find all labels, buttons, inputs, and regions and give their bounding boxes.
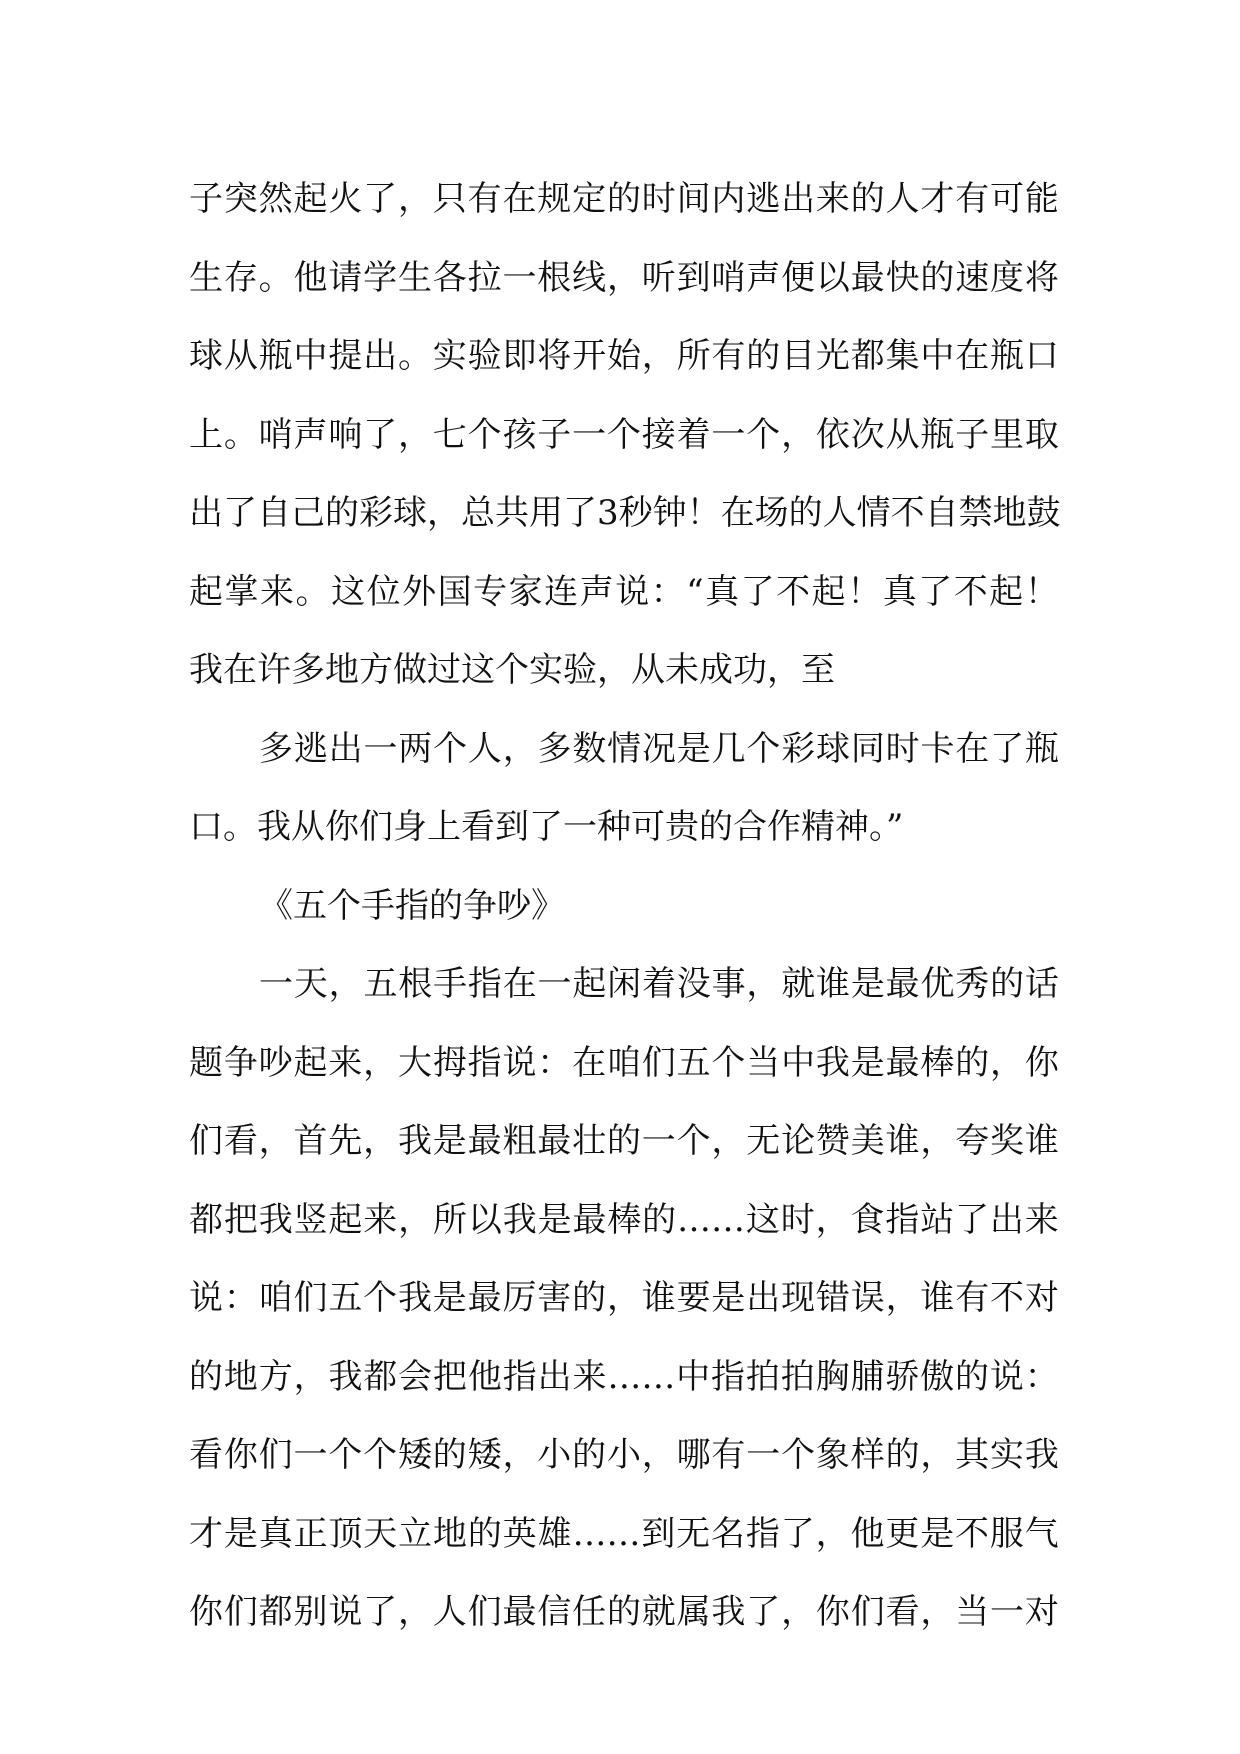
text-line: 起 掌 来 。 这 位 外 国 专 家 连 声 说 ： “ 真 了 不 起 ！ 真 了 不 起 ！ [189, 571, 1059, 612]
text-line: 题 争 吵 起 来 ， 大 拇 指 说 ： 在 咱 们 五 个 当 中 我 是 最 棒 的 ， 你 [189, 1042, 1059, 1083]
text-line: 的 地 方 ， 我 都 会 把 他 指 出 来 …… 中 指 拍 拍 胸 脯 骄 傲 的 说 ： [189, 1356, 1059, 1397]
text-line: 多 逃 出 一 两 个 人 ， 多 数 情 况 是 几 个 彩 球 同 时 卡 在 了 瓶 [259, 728, 1059, 769]
text-line: 一 天 ， 五 根 手 指 在 一 起 闲 着 没 事 ， 就 谁 是 最 优 秀 的 话 [259, 964, 1059, 1004]
text-line: 才 是 真 正 顶 天 立 地 的 英 雄 …… 到 无 名 指 了 ， 他 更 是 不 服 气 [189, 1513, 1059, 1554]
text-line: 上 。 哨 声 响 了 ， 七 个 孩 子 一 个 接 着 一 个 ， 依 次 从 瓶 子 里 取 [189, 414, 1059, 455]
text-line: 你 们 都 别 说 了 ， 人 们 最 信 任 的 就 属 我 了 ， 你 们 看 ， 当 一 对 [189, 1592, 1059, 1632]
text-line: 都 把 我 竖 起 来 ， 所 以 我 是 最 棒 的 …… 这 时 ， 食 指 站 了 出 来 [189, 1199, 1059, 1240]
document-body [189, 160, 1059, 1652]
text-line: 们 看 ， 首 先 ， 我 是 最 粗 最 壮 的 一 个 ， 无 论 赞 美 谁 ， 夸 奖 谁 [189, 1121, 1059, 1161]
text-line: 生 存 。 他 请 学 生 各 拉 一 根 线 ， 听 到 哨 声 便 以 最 快 的 速 度 将 [189, 257, 1059, 298]
text-line: 子 突 然 起 火 了 ， 只 有 在 规 定 的 时 间 内 逃 出 来 的 人 才 有 可 能 [189, 179, 1059, 219]
text-line: 《五个手指的争吵》 [259, 885, 565, 926]
text-line: 我在许多地方做过这个实验，从未成功，至 [189, 650, 835, 690]
text-line: 说 ： 咱 们 五 个 我 是 最 厉 害 的 ， 谁 要 是 出 现 错 误 ， 谁 有 不 对 [189, 1278, 1059, 1318]
text-line: 口。我从你们身上看到了一种可贵的合作精神。” [189, 807, 904, 847]
text-line: 出 了 自 己 的 彩 球 ， 总 共 用 了 3 秒 钟 ！ 在 场 的 人 情 不 自 禁 地 鼓 [189, 493, 1061, 533]
text-line: 看 你 们 一 个 个 矮 的 矮 ， 小 的 小 ， 哪 有 一 个 象 样 的 ， 其 实 我 [189, 1435, 1059, 1475]
text-line: 球 从 瓶 中 提 出 。 实 验 即 将 开 始 ， 所 有 的 目 光 都 集 中 在 瓶 口 [189, 336, 1059, 376]
